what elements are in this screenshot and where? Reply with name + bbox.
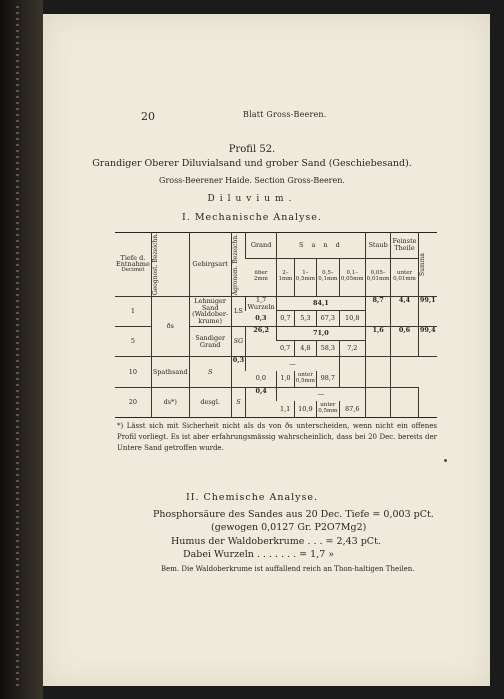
remark: Bem. Die Waldoberkrume ist auffallend reich an Thon-haltigen Theilen.: [161, 565, 415, 573]
header-agronom: Agronom. Bezeichn.: [231, 233, 239, 295]
table-row: 5 Sandiger Grand SG 26,2 71,0 1,6 0,6 99,4: [115, 327, 437, 341]
chem-line-phosphoric: Phosphorsäure des Sandes aus 20 Dec. Tiefe = 0,003 pCt.: [153, 509, 434, 520]
binding-edge: [16, 6, 19, 686]
header-sand-col-1: 2–1mm: [277, 258, 295, 296]
header-finest: Feinste Theile: [391, 233, 418, 259]
header-gravel: Grand: [246, 233, 277, 259]
footnote: *) Lässt sich mit Sicherheit nicht als ds von ðs unterscheiden, wenn nicht ein offenes Profil vorliegt. Es ist aber erfahrungsmässig wahrscheinlich, dass bei 20 Dec. bereits der Untere Sand getroffen wurde.: [117, 422, 437, 452]
chem-line-humus: Humus der Waldoberkrume . . . = 2,43 pCt.: [171, 536, 381, 547]
table-row: 1,1 10,9 unter 0,5mm 87,6: [115, 401, 437, 417]
header-finest-unit: unter 0,01mm: [391, 258, 418, 296]
chem-line-roots: Dabei Wurzeln . . . . . . . = 1,7 »: [183, 549, 335, 560]
table-row: 0,0 1,0 unter 0,5mm 98,7: [115, 371, 437, 387]
book-gutter: [0, 0, 43, 699]
header-depth: Tiefe d. Entnahme Decimet: [115, 233, 151, 297]
header-sum: Summa: [418, 252, 426, 276]
scan-border: [490, 0, 504, 699]
table-row: 10 Spathsand S 0,3 —: [115, 357, 437, 371]
header-sand-col-3: 0,5–0,1mm: [316, 258, 339, 296]
profile-heading: Profil 52.: [228, 144, 276, 155]
header-geognost: Geognost. Bezeichn.: [151, 233, 159, 296]
chem-line-weighed: (gewogen 0,0127 Gr. P2O7Mg2): [211, 522, 367, 533]
running-head: Blatt Gross-Beeren.: [243, 110, 327, 119]
header-rock-type: Gebirgsart: [189, 233, 231, 297]
document-title: Grandiger Oberer Diluvialsand und grober Sand (Geschiebesand).: [92, 158, 412, 169]
header-sand-col-2: 1–0,5mm: [294, 258, 316, 296]
geognost-cell: ðs: [151, 296, 189, 357]
location-subtitle: Gross-Beerener Haide. Section Gross-Beeren.: [159, 176, 345, 185]
paper-speck: [444, 459, 447, 462]
page-number: 20: [141, 110, 155, 123]
table-row: 20 ds*) desgl. S 0,4 —: [115, 387, 437, 401]
table-row: 1 ðs Lehmiger Sand (Waldober-krume) LS 1,7 Wurzeln 84,1 8,7 4,4 99,1: [115, 296, 437, 310]
table-row: 0,3 0,7 5,3 67,3 10,8: [115, 311, 437, 327]
table-row: 0,7 4,8 58,3 7,2: [115, 341, 437, 357]
header-dust-unit: 0,05–0,01mm: [365, 258, 391, 296]
header-sand: S a n d: [277, 233, 366, 259]
header-dust: Staub: [365, 233, 391, 259]
chemical-analysis-heading: II. Chemische Analyse.: [185, 492, 319, 503]
mechanical-analysis-heading: I. Mechanische Analyse.: [182, 212, 322, 223]
header-sand-col-4: 0,1–0,05mm: [339, 258, 365, 296]
section-diluvium: Diluvium.: [207, 194, 297, 204]
mechanical-analysis-table: [115, 232, 437, 418]
header-gravel-unit: über 2mm: [246, 258, 277, 296]
